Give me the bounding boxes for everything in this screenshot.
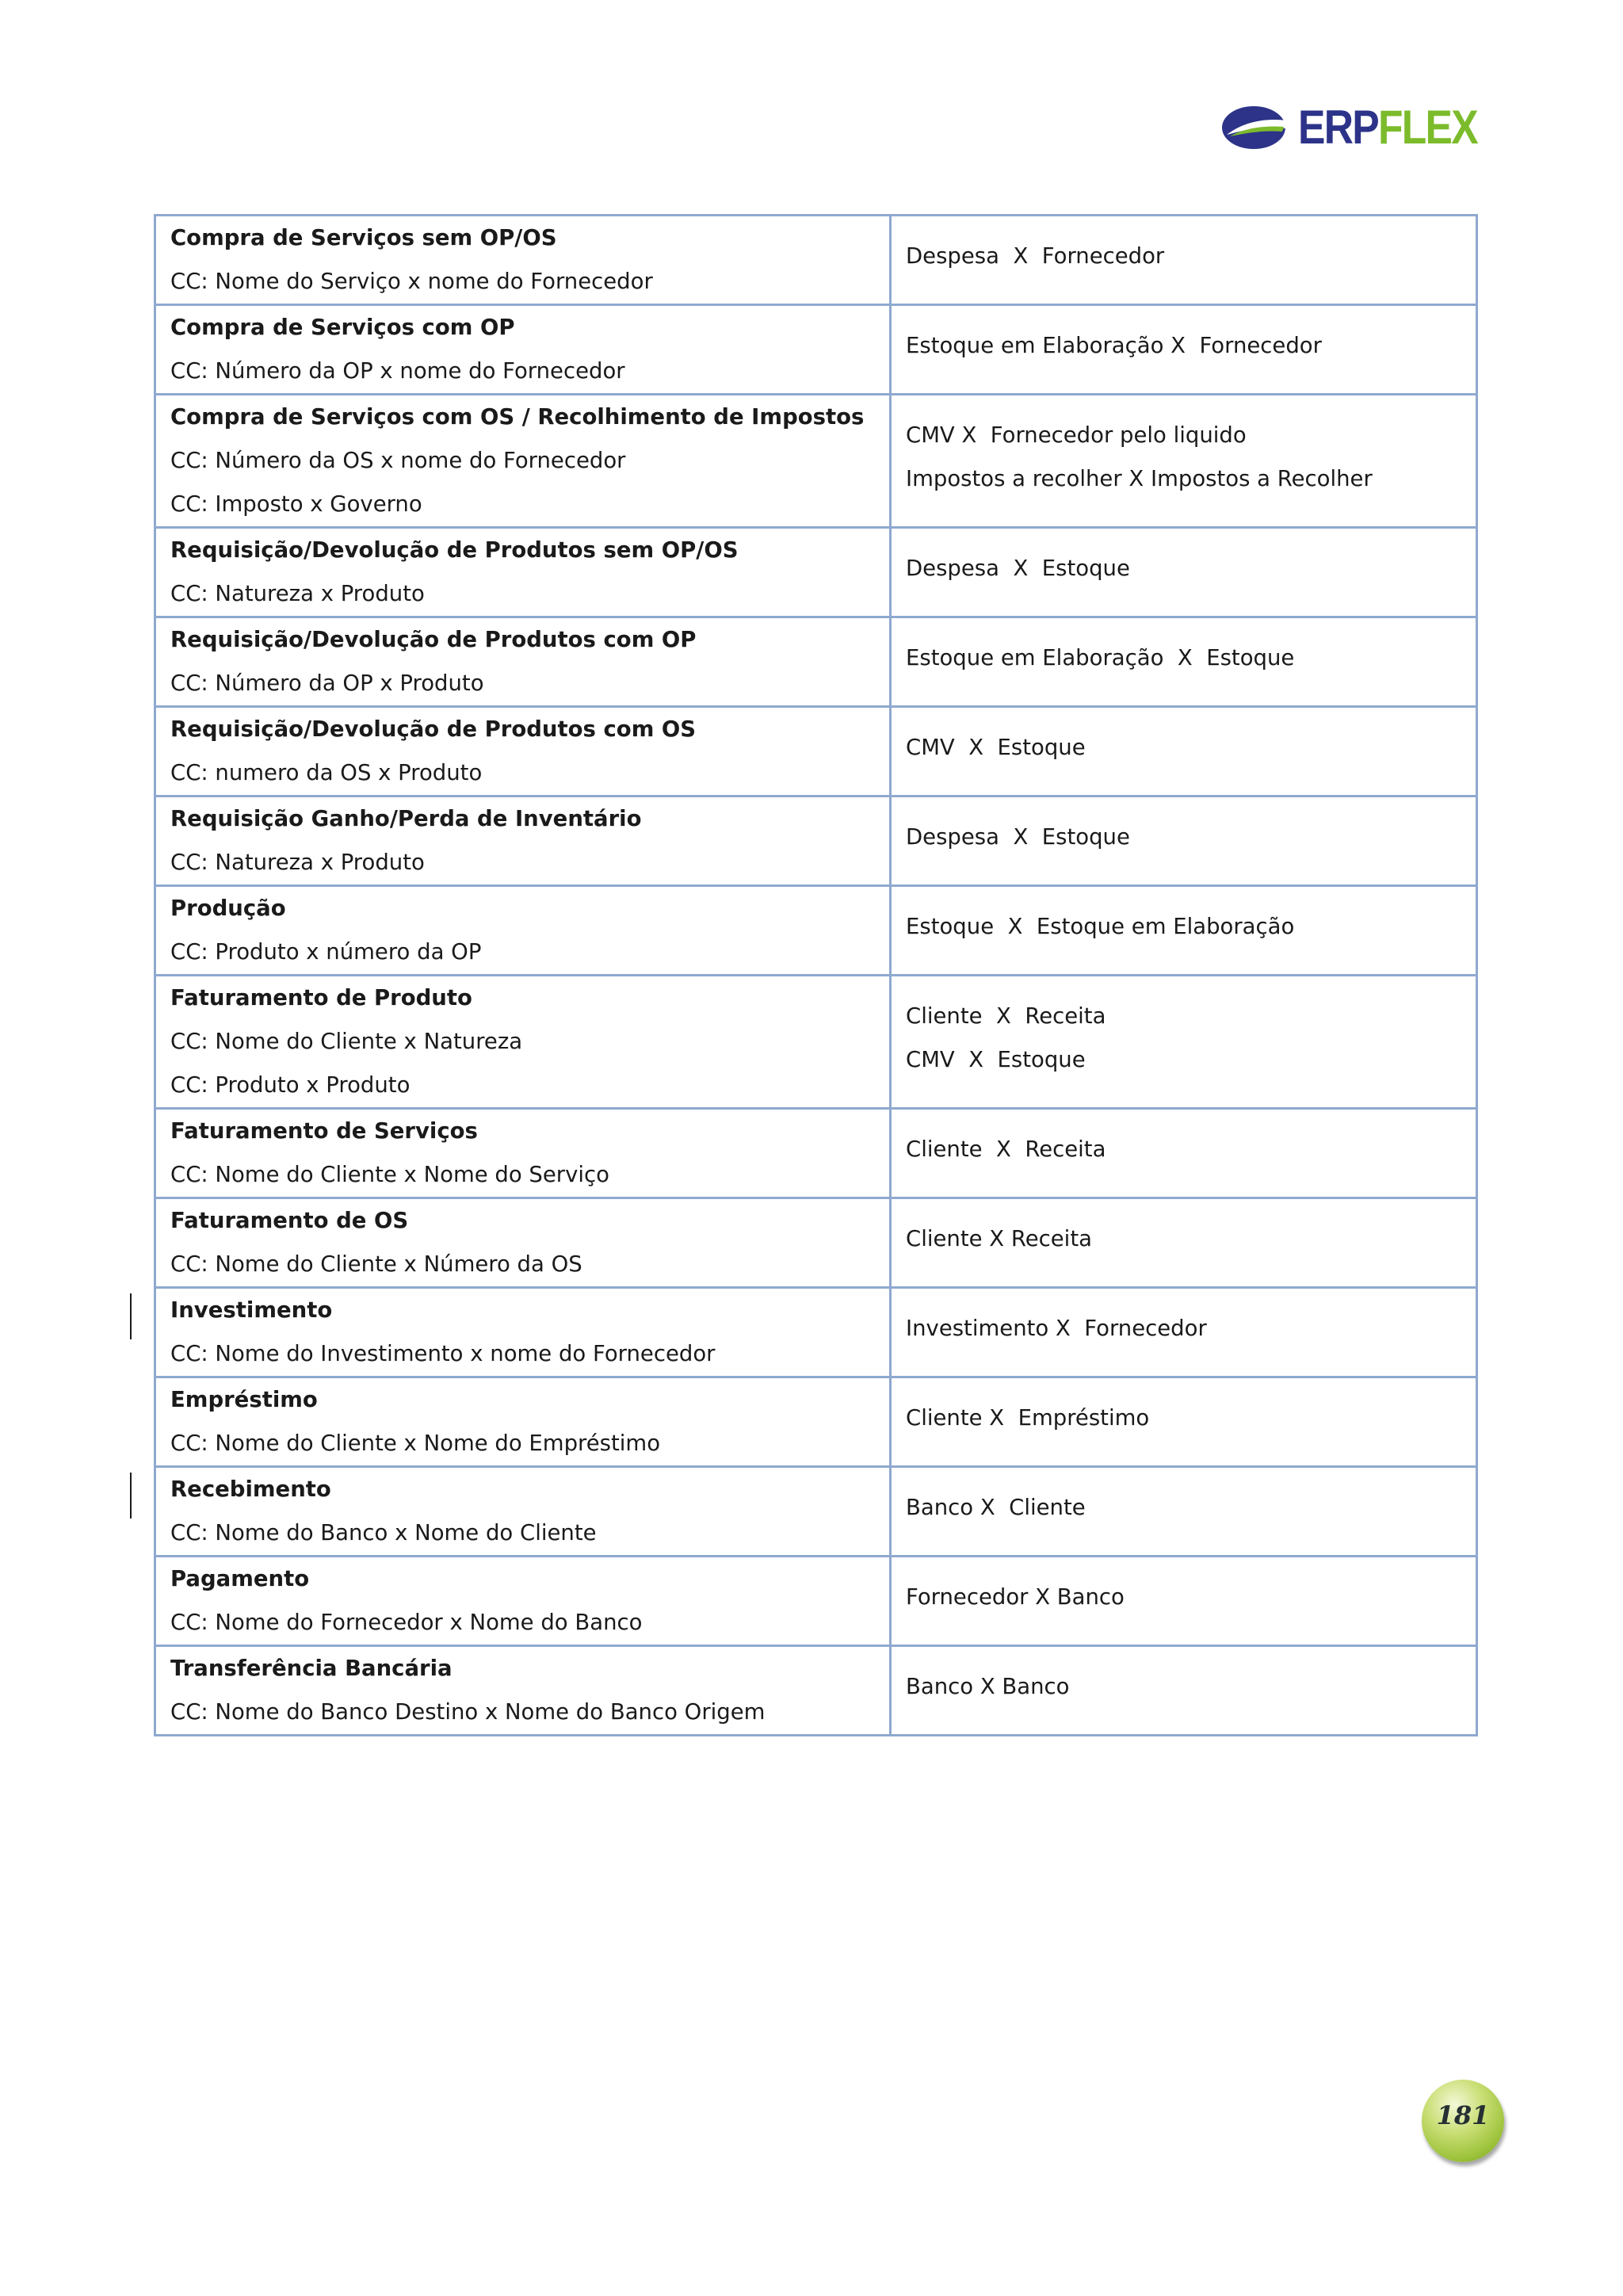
entry-line: Cliente X Receita: [906, 1225, 1092, 1251]
cost-center-line: CC: Imposto x Governo: [170, 491, 422, 517]
table-row: [155, 216, 1477, 305]
page-number: 181: [1436, 2100, 1490, 2130]
operation-cell: [155, 707, 891, 797]
entry-line: Despesa X Estoque: [906, 823, 1130, 850]
operation-cell: [155, 216, 891, 305]
operation-title: Empréstimo: [170, 1387, 318, 1412]
cost-center-line: CC: Produto x Produto: [170, 1072, 411, 1098]
cost-center-line: CC: Nome do Cliente x Nome do Empréstimo: [170, 1431, 661, 1456]
cost-center-line: CC: Produto x número da OP: [170, 939, 482, 965]
revision-change-bar: [130, 1293, 132, 1339]
operation-title: Pagamento: [170, 1566, 310, 1591]
entry-line: Cliente X Empréstimo: [906, 1404, 1150, 1431]
page-number-badge: [1422, 2080, 1504, 2162]
entry-line: Cliente X Receita: [906, 1003, 1106, 1029]
table-row: [155, 1198, 1477, 1288]
operation-title: Compra de Serviços com OP: [170, 315, 515, 340]
operation-cell: [155, 1377, 891, 1467]
table-row: [155, 305, 1477, 395]
operation-title: Requisição Ganho/Perda de Inventário: [170, 806, 642, 831]
logo-wordmark: [1298, 101, 1477, 154]
entry-cell: [891, 886, 1477, 976]
cost-center-line: CC: Nome do Banco x Nome do Cliente: [170, 1520, 597, 1545]
entry-cell: [891, 1467, 1477, 1557]
table-row: [155, 1467, 1477, 1557]
operation-title: Faturamento de OS: [170, 1208, 409, 1233]
logo-flex-text: FLEX: [1377, 101, 1477, 154]
table-row: [155, 617, 1477, 707]
cost-center-line: CC: numero da OS x Produto: [170, 760, 483, 785]
cost-center-line: CC: Nome do Cliente x Natureza: [170, 1029, 523, 1054]
cost-center-line: CC: Natureza x Produto: [170, 581, 425, 606]
operation-title: Requisição/Devolução de Produtos com OS: [170, 716, 697, 742]
operation-title: Investimento: [170, 1297, 333, 1323]
operation-title: Produção: [170, 896, 286, 921]
operation-title: Faturamento de Produto: [170, 985, 472, 1010]
entry-line: CMV X Fornecedor pelo liquido: [906, 422, 1247, 448]
operation-cell: [155, 976, 891, 1109]
entry-line: Despesa X Estoque: [906, 555, 1130, 581]
operation-cell: [155, 797, 891, 886]
entry-line: Banco X Cliente: [906, 1494, 1086, 1520]
accounting-entries-table: [154, 214, 1478, 1736]
entry-cell: [891, 797, 1477, 886]
table-row: [155, 1557, 1477, 1646]
entry-cell: [891, 216, 1477, 305]
entry-cell: [891, 395, 1477, 528]
table-row: [155, 976, 1477, 1109]
operation-cell: [155, 305, 891, 395]
entry-line: Estoque X Estoque em Elaboração: [906, 913, 1295, 939]
operation-cell: [155, 1467, 891, 1557]
entry-line: CMV X Estoque: [906, 1046, 1086, 1072]
operation-cell: [155, 1198, 891, 1288]
cost-center-line: CC: Nome do Serviço x nome do Fornecedor: [170, 269, 653, 294]
operation-title: Faturamento de Serviços: [170, 1118, 478, 1144]
entry-cell: [891, 1377, 1477, 1467]
table-row: [155, 886, 1477, 976]
operation-title: Transferência Bancária: [170, 1656, 453, 1681]
table-row: [155, 1109, 1477, 1198]
table-body: [155, 216, 1477, 1736]
cost-center-line: CC: Nome do Banco Destino x Nome do Banco Origem: [170, 1699, 766, 1725]
operation-title: Requisição/Devolução de Produtos sem OP/OS: [170, 537, 739, 563]
erpflex-swoosh-icon: [1220, 100, 1296, 155]
table-row: [155, 707, 1477, 797]
cost-center-line: CC: Número da OP x Produto: [170, 670, 484, 696]
entry-cell: [891, 1288, 1477, 1377]
cost-center-line: CC: Nome do Cliente x Nome do Serviço: [170, 1162, 609, 1187]
entry-cell: [891, 305, 1477, 395]
operation-title: Requisição/Devolução de Produtos com OP: [170, 627, 697, 652]
table-row: [155, 1646, 1477, 1736]
entry-line: Impostos a recolher X Impostos a Recolher: [906, 465, 1373, 491]
entry-cell: [891, 1109, 1477, 1198]
operation-cell: [155, 395, 891, 528]
entry-line: Banco X Banco: [906, 1673, 1070, 1699]
entry-line: Despesa X Fornecedor: [906, 243, 1165, 269]
entry-cell: [891, 528, 1477, 617]
entry-line: Fornecedor X Banco: [906, 1584, 1125, 1610]
operation-cell: [155, 1646, 891, 1736]
logo-erp-text: ERP: [1298, 101, 1378, 154]
table-row: [155, 797, 1477, 886]
cost-center-line: CC: Número da OS x nome do Fornecedor: [170, 448, 626, 473]
entry-cell: [891, 976, 1477, 1109]
cost-center-line: CC: Nome do Fornecedor x Nome do Banco: [170, 1610, 643, 1635]
entry-line: Estoque em Elaboração X Fornecedor: [906, 332, 1322, 358]
entry-cell: [891, 1198, 1477, 1288]
entry-cell: [891, 617, 1477, 707]
erpflex-logo: [1220, 100, 1477, 155]
entry-cell: [891, 1557, 1477, 1646]
operation-cell: [155, 1557, 891, 1646]
table-row: [155, 1288, 1477, 1377]
operation-cell: [155, 1109, 891, 1198]
entry-line: Investimento X Fornecedor: [906, 1315, 1207, 1341]
table-row: [155, 395, 1477, 528]
cost-center-line: CC: Número da OP x nome do Fornecedor: [170, 358, 625, 384]
cost-center-line: CC: Natureza x Produto: [170, 850, 425, 875]
table-row: [155, 528, 1477, 617]
operation-cell: [155, 617, 891, 707]
operation-cell: [155, 886, 891, 976]
entry-cell: [891, 1646, 1477, 1736]
operation-cell: [155, 528, 891, 617]
cost-center-line: CC: Nome do Investimento x nome do Fornecedor: [170, 1341, 716, 1366]
operation-title: Compra de Serviços sem OP/OS: [170, 225, 557, 250]
entry-line: Cliente X Receita: [906, 1136, 1106, 1162]
revision-change-bar: [130, 1473, 132, 1519]
cost-center-line: CC: Nome do Cliente x Número da OS: [170, 1251, 582, 1277]
operation-title: Recebimento: [170, 1477, 331, 1502]
operation-cell: [155, 1288, 891, 1377]
entry-cell: [891, 707, 1477, 797]
entry-line: CMV X Estoque: [906, 734, 1086, 760]
table-row: [155, 1377, 1477, 1467]
entry-line: Estoque em Elaboração X Estoque: [906, 644, 1295, 670]
operation-title: Compra de Serviços com OS / Recolhimento de Impostos: [170, 404, 865, 430]
